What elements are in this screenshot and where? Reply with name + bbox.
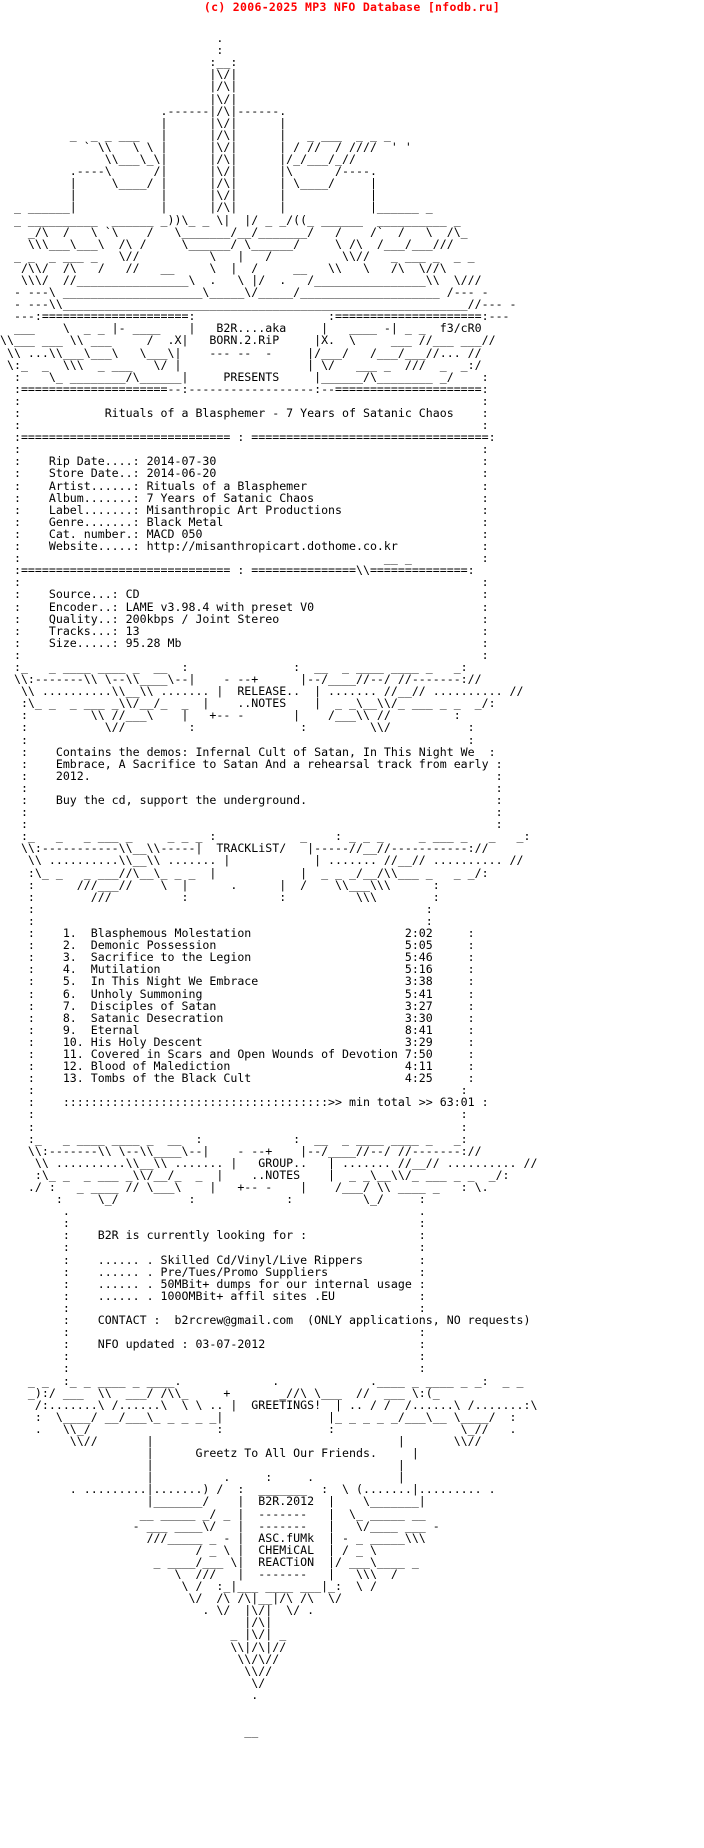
nfo-line: . . xyxy=(0,1204,426,1219)
nfo-line: : \_ ________/\______| PRESENTS |______/\________ _/ : xyxy=(0,369,489,384)
nfo-line: : Source...: CD : xyxy=(0,587,489,602)
nfo-line: : Embrace, A Sacrifice to Satan And a rehearsal track from early : xyxy=(0,756,503,771)
nfo-line: :\_ _ _ ___//\__\_ _ _ | | _ _ _/__/\\___ _ _ _/: xyxy=(0,865,489,880)
nfo-line: \/ /\ /\|__|/\ /\ \/ xyxy=(0,1591,343,1606)
nfo-line: ./ : _ ____ // \___\ | +-- - | /___/ \\ ____ _ : \. xyxy=(0,1180,489,1194)
nfo-line: \\___ ___ \\ ___ / .X| BORN.2.RiP |X. \ ___ //___ ___// xyxy=(0,333,496,348)
nfo-line: . .........|.......) / : _______ : \ (.......|......... . xyxy=(0,1482,496,1497)
nfo-line: / _ \ | CHEMiCAL | / _ \ xyxy=(0,1542,377,1557)
nfo-line: \\\/ //________________\ . \ |/ . /________________\\ \/// xyxy=(0,272,482,287)
nfo-line: . \/ |\/| \/ . xyxy=(0,1603,315,1618)
nfo-line: \\// | | \\// xyxy=(0,1433,482,1448)
nfo-line: \\// xyxy=(0,1663,273,1678)
nfo-line: . xyxy=(0,1687,259,1702)
copyright-header: (c) 2006-2025 MP3 NFO Database [nfodb.ru] xyxy=(203,0,501,14)
nfo-line: : 12. Blood of Malediction 4:11 : xyxy=(0,1059,475,1074)
nfo-line: | | xyxy=(0,1458,405,1473)
nfo-line: \:_ _ \\\ _ ___ \/ | | \/ ___ _ /// _ _:/ xyxy=(0,357,482,372)
nfo-line: : 3. Sacrifice to the Legion 5:46 : xyxy=(0,950,475,965)
nfo-line: : ...... . Pre/Tues/Promo Suppliers : xyxy=(0,1264,426,1279)
nfo-line: .------|/\|------. xyxy=(0,103,287,118)
nfo-line: :\_ _ _ ___ _\\/__/_ _ | ..NOTES | _ _\__\\/_ ___ _ _ _/: xyxy=(0,696,496,711)
nfo-line: :=====================--:------------------:--=====================: xyxy=(0,381,489,396)
nfo-line: .----\ /| |\/| |\ /----. xyxy=(0,164,377,179)
nfo-line: _/\ / \ `\ / \_______/__/_______/ / /` / \ /\_ xyxy=(0,224,468,239)
nfo-line: : \____/ __/___\_ _ _ _ _| |_ _ _ _ _/___\__ \____/ : xyxy=(0,1409,517,1424)
nfo-line: - ---\ ____________________\_____\/_____/____________________ /--- - xyxy=(0,285,489,300)
nfo-line: : Cat. number.: MACD 050 : xyxy=(0,526,489,541)
nfo-line: : 4. Mutilation 5:16 : xyxy=(0,962,475,977)
nfo-line: : : xyxy=(0,393,489,408)
nfo-line: : Rip Date....: 2014-07-30 : xyxy=(0,454,489,469)
nfo-line: : ...... . 50MBit+ dumps for our internal usage : xyxy=(0,1276,426,1291)
nfo-line: \\ ..........\\__\\ ....... | | ....... //__// .......... // xyxy=(0,853,524,868)
nfo-line: \\ ..........\\__\\ ....... | GROUP.. | ....... //__// .......... // xyxy=(0,1155,538,1170)
nfo-line: : \\ //___\ | +-- - | /___\\ // : xyxy=(0,708,461,723)
nfo-line: : : xyxy=(0,442,489,457)
nfo-line: : \_/ : : \_/ : xyxy=(0,1192,426,1207)
nfo-line: | |\/| | xyxy=(0,115,287,130)
nfo-line: : Artist......: Rituals of a Blasphemer : xyxy=(0,478,489,493)
nfo-line: |/\| xyxy=(0,1615,273,1630)
nfo-line: __ xyxy=(0,1724,259,1739)
nfo-line: : Genre.......: Black Metal : xyxy=(0,514,489,529)
nfo-line: : Website.....: http://misanthropicart.dothome.co.kr : xyxy=(0,539,489,554)
nfo-line: \\:-------\\ \--\\____\--| - --+ |--/____//--/ //-------:// xyxy=(0,1143,482,1158)
nfo-line: \ / :_|___ ____ ___|_: \ / xyxy=(0,1579,377,1594)
nfo-line: : 9. Eternal 8:41 : xyxy=(0,1022,475,1037)
nfo-line: : : xyxy=(0,1300,426,1315)
nfo-line: : xyxy=(0,43,224,58)
nfo-line: |\/| xyxy=(0,67,238,82)
nfo-line: \\:-----------\\__\\-----| TRACKLiST/ |-----//__//-----------:// xyxy=(0,841,489,856)
nfo-line: : 2. Demonic Possession 5:05 : xyxy=(0,938,475,953)
nfo-line: : \// : : \\/ : xyxy=(0,720,475,735)
nfo-line: : : xyxy=(0,1119,468,1134)
nfo-line: ` \\ \ \ | |\/| | / // / //// ' ' xyxy=(0,139,412,154)
nfo-line: . \\_/ : : \_// . xyxy=(0,1421,517,1436)
nfo-line: :__: xyxy=(0,55,238,70)
nfo-line: : : xyxy=(0,418,489,433)
nfo-line: /\\/ /\ / // __ \ | / __ \\ \ /\ \//\ xyxy=(0,260,447,275)
nfo-line: : ...... . Skilled Cd/Vinyl/Live Rippers : xyxy=(0,1252,426,1267)
nfo-line: | Greetz To All Our Friends. | xyxy=(0,1446,419,1461)
nfo-line: : 2012. : xyxy=(0,768,503,783)
nfo-line: \/ xyxy=(0,1675,266,1690)
nfo-line: : Contains the demos: Infernal Cult of Satan, In This Night We : xyxy=(0,744,496,759)
nfo-line: :_ _ ____ ____ _ __ : : __ _ ____ ____ _ _: xyxy=(0,659,468,674)
nfo-line: : Buy the cd, support the underground. : xyxy=(0,793,503,807)
nfo-line: : : xyxy=(0,1325,426,1340)
nfo-line: : 7. Disciples of Satan 3:27 : xyxy=(0,998,475,1013)
nfo-line: : : xyxy=(0,1216,426,1231)
nfo-ascii-art xyxy=(0,20,537,1737)
nfo-line: _):/ ___ \\ ___/ /\\_ + _//\ \___ // ___ \:(_ xyxy=(0,1385,440,1400)
nfo-line: : 1. Blasphemous Molestation 2:02 : xyxy=(0,926,475,941)
nfo-line: |\/| xyxy=(0,91,238,106)
nfo-line: \\/\// xyxy=(0,1651,280,1666)
nfo-line: : Quality..: 200kbps / Joint Stereo : xyxy=(0,611,489,626)
nfo-line: : Rituals of a Blasphemer - 7 Years of Satanic Chaos : xyxy=(0,406,489,420)
nfo-line: _ ____/___ \| REACTiON |/ ___\____ _ xyxy=(0,1554,419,1569)
nfo-line: : ///___// \ | . | / \\___\\\ : xyxy=(0,877,440,892)
nfo-line: : : xyxy=(0,1349,426,1364)
nfo-line: /:.......\ /......\ \ \ .. | GREETINGS! | .. / / /......\ /.......:\ xyxy=(0,1397,538,1412)
nfo-line: _ __________ ______ _))\_ _ \| |/ _ _/((_ ______ __________ _ xyxy=(0,212,461,227)
nfo-line: \\ ..........\\__\\ ....... | RELEASE.. | ....... //__// .......... // xyxy=(0,684,524,699)
nfo-line: : Store Date..: 2014-06-20 : xyxy=(0,466,489,481)
nfo-line: : : xyxy=(0,1240,426,1255)
nfo-line: _ _ _ ___ | |/\| | _ ___ _ _ _ xyxy=(0,127,391,142)
nfo-line: : Tracks...: 13 : xyxy=(0,623,489,638)
nfo-line: :============================== : ===============\\==============: xyxy=(0,563,475,578)
nfo-line: __ _____ _/ _ | ------- | \_ _____ __ xyxy=(0,1506,426,1521)
nfo-line: | . : . | xyxy=(0,1470,405,1485)
nfo-line: : : xyxy=(0,913,433,928)
nfo-line: : : xyxy=(0,1083,468,1098)
nfo-line: |/\| xyxy=(0,79,238,94)
nfo-line: :============================== : ==================================: xyxy=(0,430,496,445)
nfo-line: : 13. Tombs of the Black Cult 4:25 : xyxy=(0,1071,475,1086)
nfo-line: : : xyxy=(0,1361,426,1376)
nfo-line: : : xyxy=(0,732,475,747)
nfo-line: : : xyxy=(0,575,489,590)
nfo-line: \\|/\|// xyxy=(0,1639,287,1654)
nfo-line: : B2R is currently looking for : : xyxy=(0,1228,426,1243)
nfo-line: : : xyxy=(0,1107,468,1122)
nfo-line: : 10. His Holy Descent 3:29 : xyxy=(0,1034,475,1049)
nfo-line: ///_____ _ - | ASC.fUMk | - _ _____\\\ xyxy=(0,1530,426,1545)
nfo-line: : Album.......: 7 Years of Satanic Chaos : xyxy=(0,490,489,505)
nfo-line: : 5. In This Night We Embrace 3:38 : xyxy=(0,974,475,989)
nfo-line: :_ _ _ ___ _ _ _ _ : _ : _ _ _ _ ___ _ _ _: xyxy=(0,829,531,844)
nfo-line: : 8. Satanic Desecration 3:30 : xyxy=(0,1010,475,1025)
nfo-line: : : xyxy=(0,817,503,832)
nfo-line: _ _ _ ___ _ \// \ | / \\// _ ___ _ _ _ xyxy=(0,248,475,263)
nfo-line: :_ _ ____ ____ _ __ : : __ _ ____ ____ _ _: xyxy=(0,1131,468,1146)
nfo-line: \\___\_\| |/\| |/_/___/_// xyxy=(0,152,356,167)
nfo-line: : CONTACT : b2rcrew@gmail.com (ONLY applications, NO requests) xyxy=(0,1313,531,1328)
nfo-line: : NFO updated : 03-07-2012 : xyxy=(0,1337,426,1352)
nfo-line: : ...... . 100OMBit+ affil sites .EU : xyxy=(0,1288,426,1303)
nfo-line: \ /// | ------- | \\\ / xyxy=(0,1567,398,1581)
nfo-line: : : xyxy=(0,647,489,662)
nfo-line: . xyxy=(0,31,224,46)
nfo-line: : /// : : \\\ : xyxy=(0,889,440,904)
nfo-line: - ---\\__________________________________________________________//--- - xyxy=(0,297,517,312)
nfo-line: \\:-------\\ \--\\____\--| - --+ |--/____//--/ //-------:// xyxy=(0,672,482,687)
nfo-line: _ ______| | |/\| | |______ _ xyxy=(0,200,433,215)
nfo-line: \\ ...\\___\___\ \___\| --- -- - |/___/ /___/___//... // xyxy=(0,345,482,360)
nfo-line: : Encoder..: LAME v3.98.4 with preset V0 : xyxy=(0,599,489,614)
nfo-line: ___ \ _ _ |- ____ | B2R....aka | ____ -| _ _ f3/cR0 xyxy=(0,321,482,336)
nfo-line: : ::::::::::::::::::::::::::::::::::::::>> min total >> 63:01 : xyxy=(0,1095,489,1110)
nfo-line: : Label.......: Misanthropic Art Productions : xyxy=(0,502,489,517)
nfo-line: | | |\/| | | xyxy=(0,188,377,203)
nfo-line: - ___ ____\/ | ------- | \/____ ___ - xyxy=(0,1518,440,1533)
nfo-line: \\\___\___\ /\ / \______/ \______/ \ /\ /___/___/// xyxy=(0,236,454,251)
nfo-line: : : xyxy=(0,780,503,795)
nfo-line: _ |\/| _ xyxy=(0,1627,287,1642)
nfo-line: _ _ :_ _ ____ _ ____. . .____ _ ____ _ _: _ _ xyxy=(0,1373,524,1388)
nfo-line: ---:=====================: :=====================:--- xyxy=(0,309,510,324)
nfo-line: : : xyxy=(0,901,433,916)
nfo-line: : : xyxy=(0,805,503,820)
nfo-line: | \____/ | |/\| | \____/ | xyxy=(0,176,377,191)
nfo-line: |_______/ | B2R.2012 | \_______| xyxy=(0,1494,426,1509)
nfo-line: :\_ _ _ ___ _\\/__/_ _ | ..NOTES | _ _\__\\/_ ___ _ _ _/: xyxy=(0,1167,510,1182)
nfo-line: : 11. Covered in Scars and Open Wounds of Devotion 7:50 : xyxy=(0,1046,475,1061)
nfo-line: : Size.....: 95.28 Mb : xyxy=(0,635,489,650)
nfo-line: : 6. Unholy Summoning 5:41 : xyxy=(0,986,475,1001)
nfo-line: : __ _ : xyxy=(0,551,489,566)
